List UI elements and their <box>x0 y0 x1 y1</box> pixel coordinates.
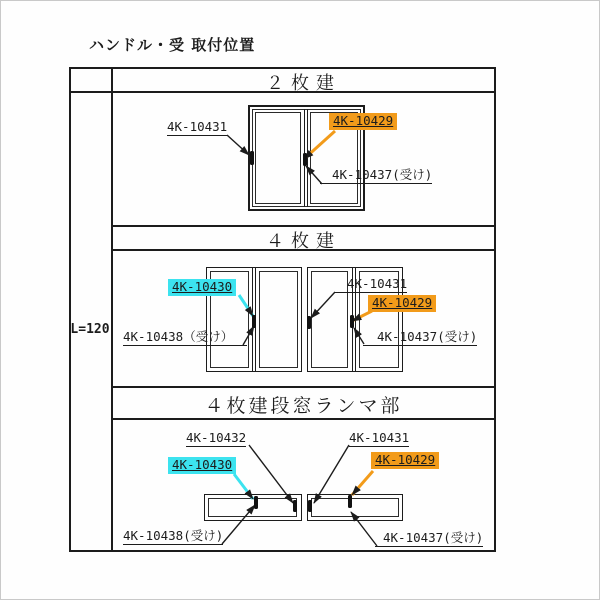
s1-label-handle-left: 4K-10431 <box>167 119 228 134</box>
s2-label-handle-inner-right: 4K-10431 <box>334 277 407 293</box>
s3-label-center-left: 4K-10432 <box>186 430 247 445</box>
s3-label-center-right: 4K-10431 <box>349 430 410 445</box>
s2-label-receiver-left: 4K-10438（受け） <box>123 330 247 346</box>
section3-header-bottom-line <box>111 418 496 420</box>
s3-label-outer-right: 4K-10429 <box>371 452 439 469</box>
s2-left-half-divider-a <box>252 267 253 372</box>
section3-header-top-line <box>111 386 496 388</box>
s1-meeting-stile-line-left <box>304 109 305 207</box>
s2-label-handle-outer-right: 4K-10429 <box>368 295 436 312</box>
length-dimension-label: L=120 <box>70 322 110 337</box>
page-title: ハンドル・受 取付位置 <box>89 36 256 54</box>
s3-left-panel-sash <box>208 498 297 517</box>
s2-label-handle-inner-left: 4K-10430 <box>168 279 236 296</box>
s2-panel2-sash <box>259 271 298 368</box>
s2-left-half-divider-b <box>255 267 256 372</box>
s1-meeting-stile-line-right <box>307 109 308 207</box>
s1-label-receiver-right: 4K-10437(受け) <box>320 168 432 184</box>
s3-label-receiver-right: 4K-10437(受け) <box>375 531 483 547</box>
s1-left-sash <box>255 112 301 204</box>
s3-right-panel-sash <box>311 498 399 517</box>
s3-label-receiver-left: 4K-10438(受け) <box>123 528 224 543</box>
s1-label-handle-right: 4K-10429 <box>329 113 397 130</box>
left-column-divider-line <box>111 67 113 552</box>
section2-header: ４枚建 <box>266 231 341 252</box>
s2-label-receiver-right: 4K-10437(受け) <box>363 330 477 346</box>
section3-header: ４枚建段窓ランマ部 <box>204 395 403 417</box>
section1-header: ２枚建 <box>266 73 341 94</box>
s3-label-outer-left: 4K-10430 <box>168 457 236 474</box>
